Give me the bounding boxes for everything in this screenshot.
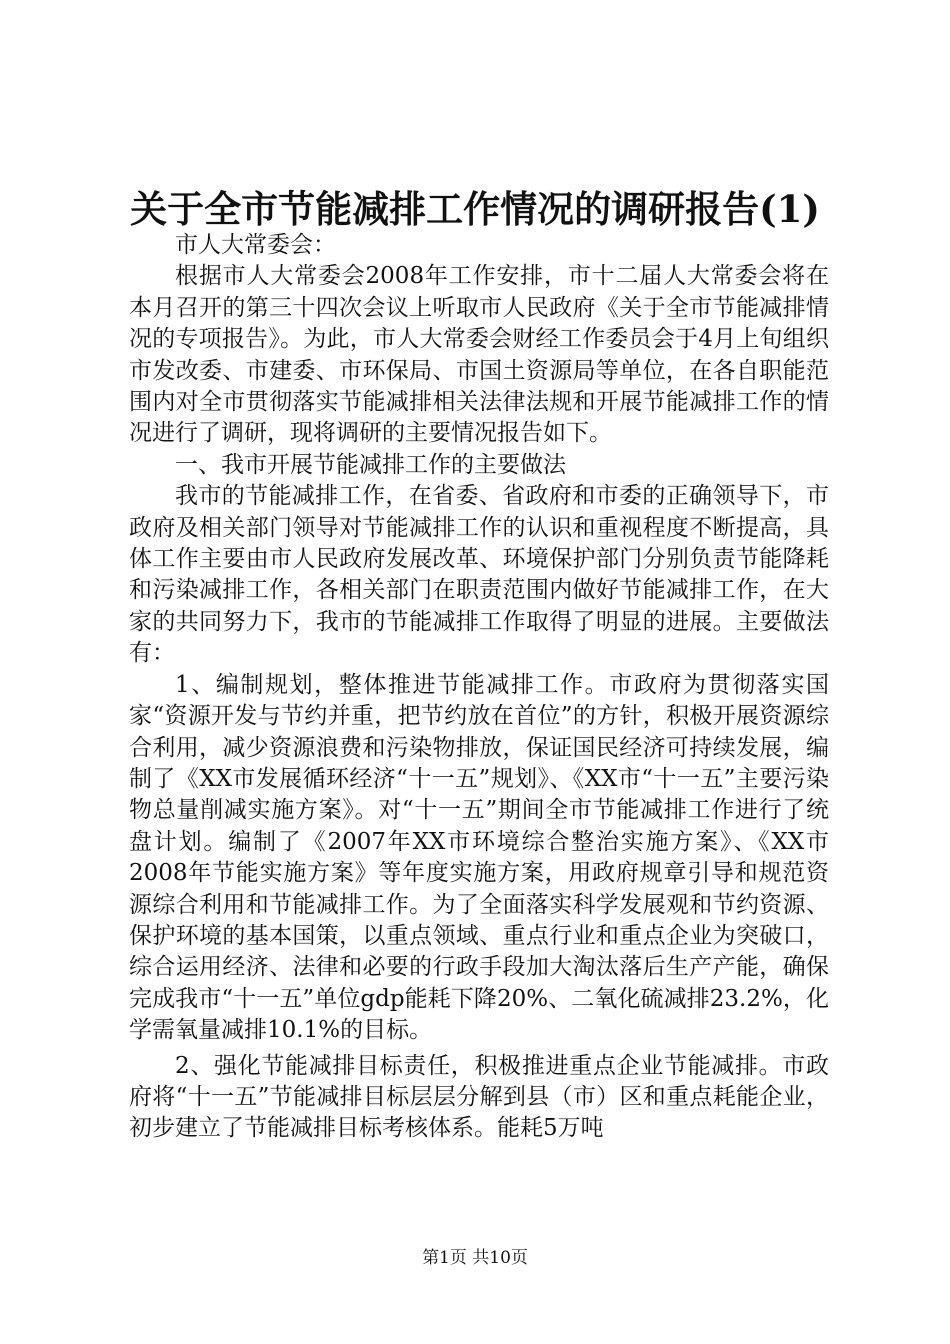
paragraph-intro: 根据市人大常委会2008年工作安排，市十二届人大常委会将在本月召开的第三十四次会议上听取市人民政府《关于全市节能减排情况的专项报告》。为此，市人大常委会财经工作委员会于4月上旬组织市发改委、市建委、市环保局、市国土资源局等单位，在各自职能范围内对全市贯彻落实节能减排相关法律法规和开展节能减排工作的情况进行了调研，现将调研的主要情况报告如下。 [129,263,829,447]
salutation: 市人大常委会： [175,232,336,258]
page-number-footer: 第1页 共10页 [422,1248,528,1268]
document-body [129,230,829,1145]
paragraph-item-2: 2、强化节能减排目标责任，积极推进重点企业节能减排。市政府将“十一五”节能减排目标层层分解到县（市）区和重点耗能企业，初步建立了节能减排目标考核体系。能耗5万吨 [129,1052,829,1142]
paragraph-overview: 我市的节能减排工作，在省委、省政府和市委的正确领导下，市政府及相关部门领导对节能减排工作的认识和重视程度不断提高，具体工作主要由市人民政府发展改革、环境保护部门分别负责节能降耗和污染减排工作，各相关部门在职责范围内做好节能减排工作，在大家的共同努力下，我市的节能减排工作取得了明显的进展。主要做法有： [129,483,829,667]
paragraph-item-1: 1、编制规划，整体推进节能减排工作。市政府为贯彻落实国家“资源开发与节约并重，把节约放在首位”的方针，积极开展资源综合利用，减少资源浪费和污染物排放，保证国民经济可持续发展，编制了《XX市发展循环经济“十一五”规划》、《XX市“十一五”主要污染物总量削减实施方案》。对“十一五”期间全市节能减排工作进行了统盘计划。编制了《2007年XX市环境综合整治实施方案》、《XX市2008年节能实施方案》等年度实施方案，用政府规章引导和规范资源综合利用和节能减排工作。为了全面落实科学发展观和节约资源、保护环境的基本国策，以重点领域、重点行业和重点企业为突破口，综合运用经济、法律和必要的行政手段加大淘汰落后生产产能，确保完成我市“十一五”单位gdp能耗下降20%、二氧化硫减排23.2%，化学需氧量减排10.1%的目标。 [129,671,829,1044]
document-title: 关于全市节能减排工作情况的调研报告(1) [130,187,820,231]
section-heading-1: 一、我市开展节能减排工作的主要做法 [175,451,566,478]
